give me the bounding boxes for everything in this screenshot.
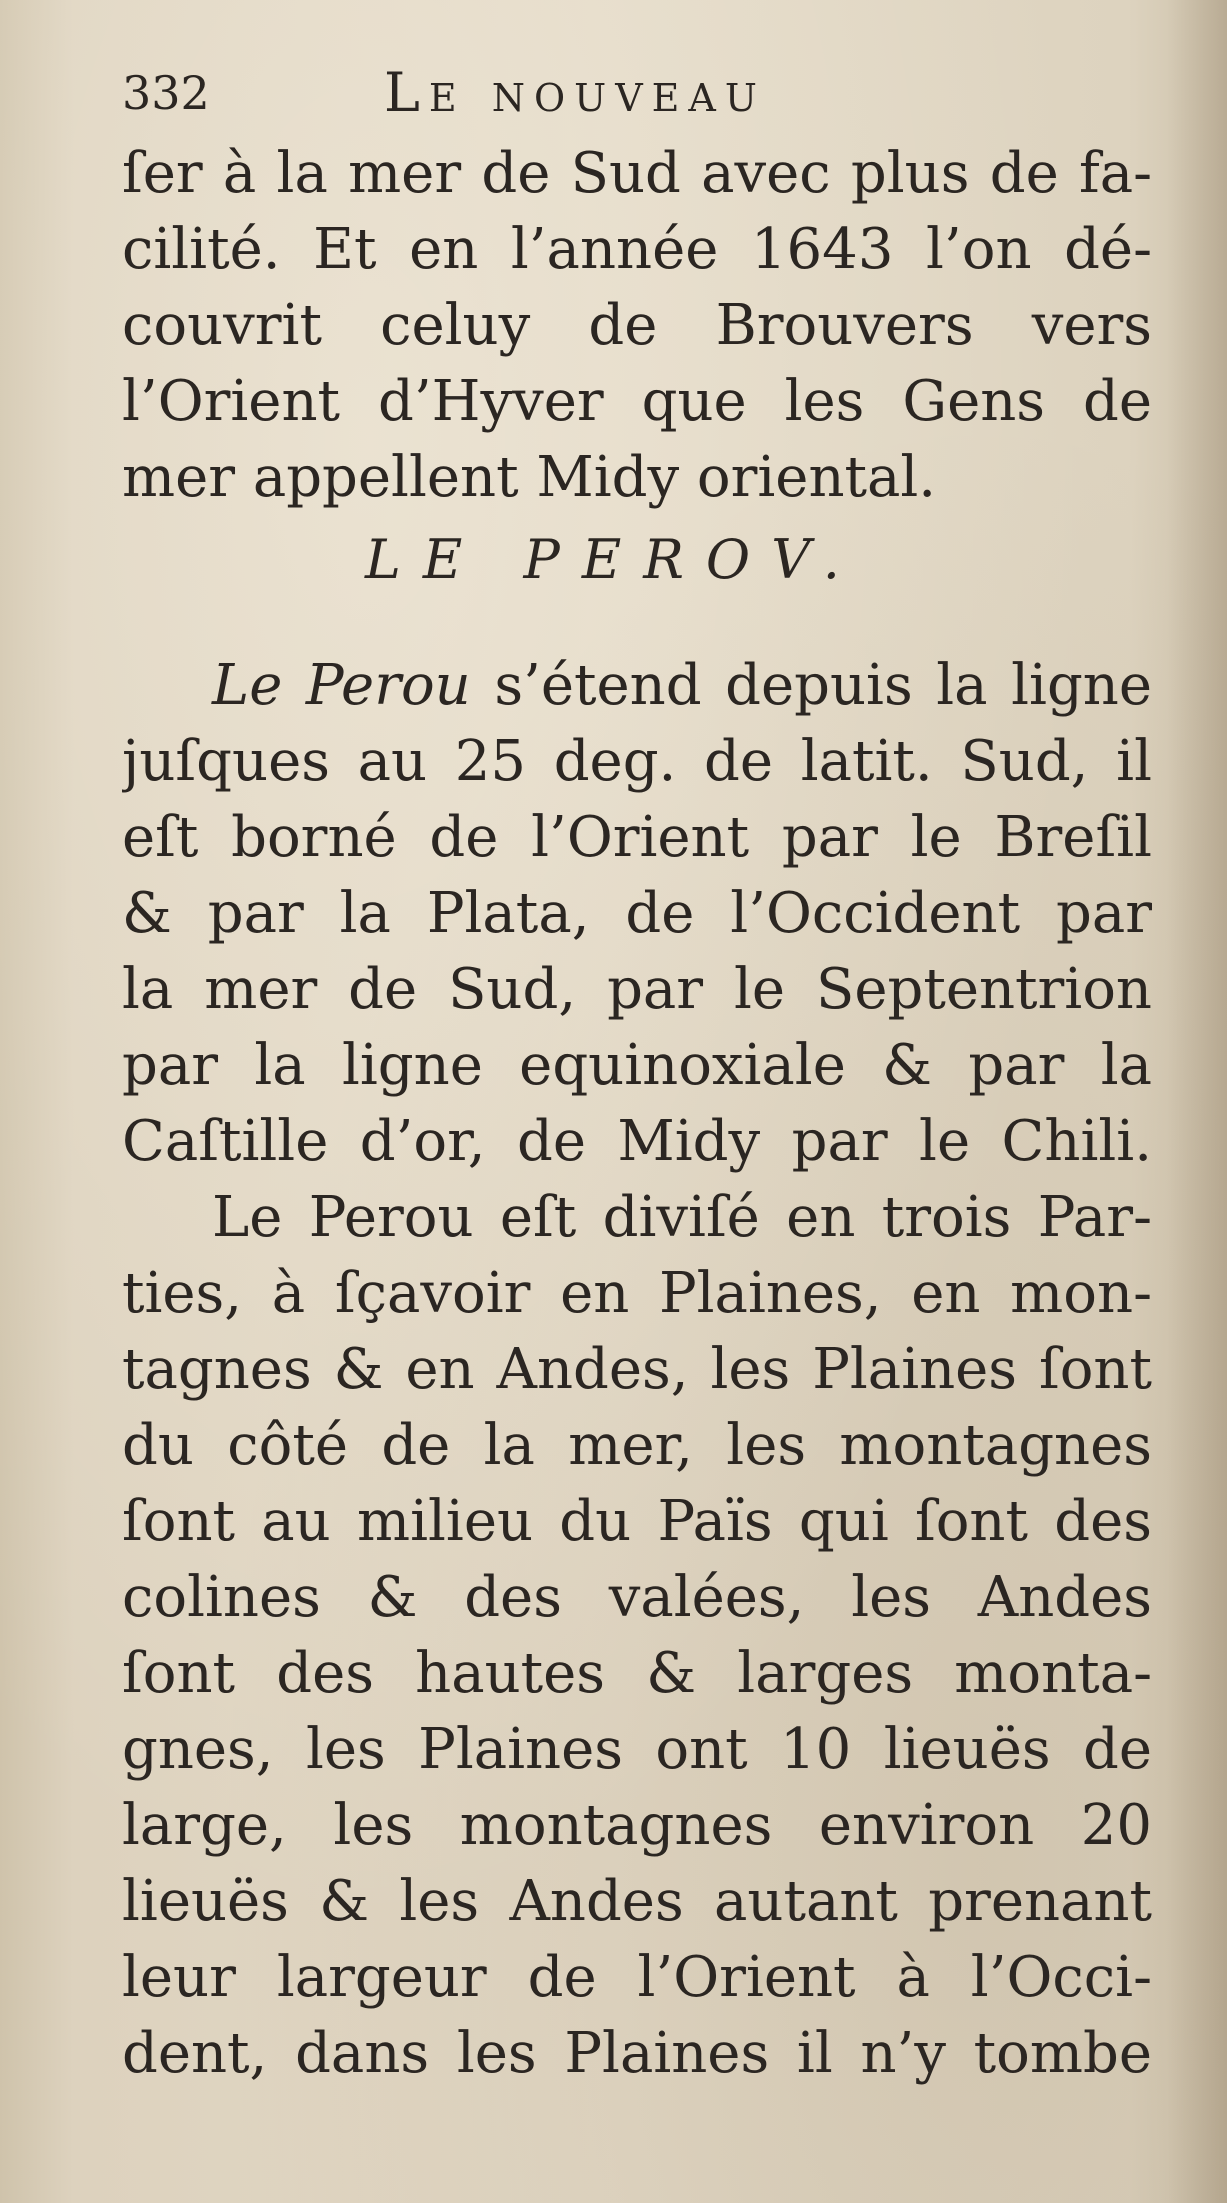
text-line: ſer à la mer de Sud avec plus de fa- <box>122 141 1152 206</box>
section-heading: LE PEROV. <box>365 528 862 591</box>
page-edge-shadow <box>1167 0 1227 2203</box>
text-line: couvrit celuy de Brouvers vers <box>122 293 1152 358</box>
paragraph-first-line <box>122 650 1152 722</box>
text-line: l’Orient d’Hyver que les Gens de <box>122 369 1152 434</box>
text-line: tagnes & en Andes, les Plaines ſont <box>122 1337 1152 1402</box>
text-line: leur largeur de l’Orient à l’Occi- <box>122 1945 1152 2010</box>
text-line: ſont des hautes & larges monta- <box>122 1641 1152 1706</box>
text-line: Caſtille d’or, de Midy par le Chili. <box>122 1109 1152 1174</box>
text-line: lieuës & les Andes autant prenant <box>122 1869 1152 1934</box>
text-line: gnes, les Plaines ont 10 lieuës de <box>122 1717 1152 1782</box>
text-line: ſont au milieu du Païs qui ſont des <box>122 1489 1152 1554</box>
text-line: & par la Plata, de l’Occident par <box>122 881 1152 946</box>
text-line: la mer de Sud, par le Septentrion <box>122 957 1152 1022</box>
text-line: large, les montagnes environ 20 <box>122 1793 1152 1858</box>
page-header <box>122 58 1122 128</box>
text-line: Le Perou eſt diviſé en trois Par- <box>212 1185 1152 1250</box>
running-title: Le nouveau <box>384 61 766 124</box>
text-line: eſt borné de l’Orient par le Breſil <box>122 805 1152 870</box>
text-line: cilité. Et en l’année 1643 l’on dé- <box>122 217 1152 282</box>
text-line: du côté de la mer, les montagnes <box>122 1413 1152 1478</box>
text-line: colines & des valées, les Andes <box>122 1565 1152 1630</box>
text-line: par la ligne equinoxiale & par la <box>122 1033 1152 1098</box>
italic-subject: Le Perou <box>212 653 471 718</box>
text-line: ties, à ſçavoir en Plaines, en mon- <box>122 1261 1152 1326</box>
page-number: 332 <box>122 66 210 120</box>
text-run: s’étend depuis la ligne <box>470 653 1152 718</box>
text-line: mer appellent Midy oriental. <box>122 445 937 510</box>
text-line: dent, dans les Plaines il n’y tombe <box>122 2021 1152 2086</box>
text-line: juſques au 25 deg. de latit. Sud, il <box>122 729 1152 794</box>
